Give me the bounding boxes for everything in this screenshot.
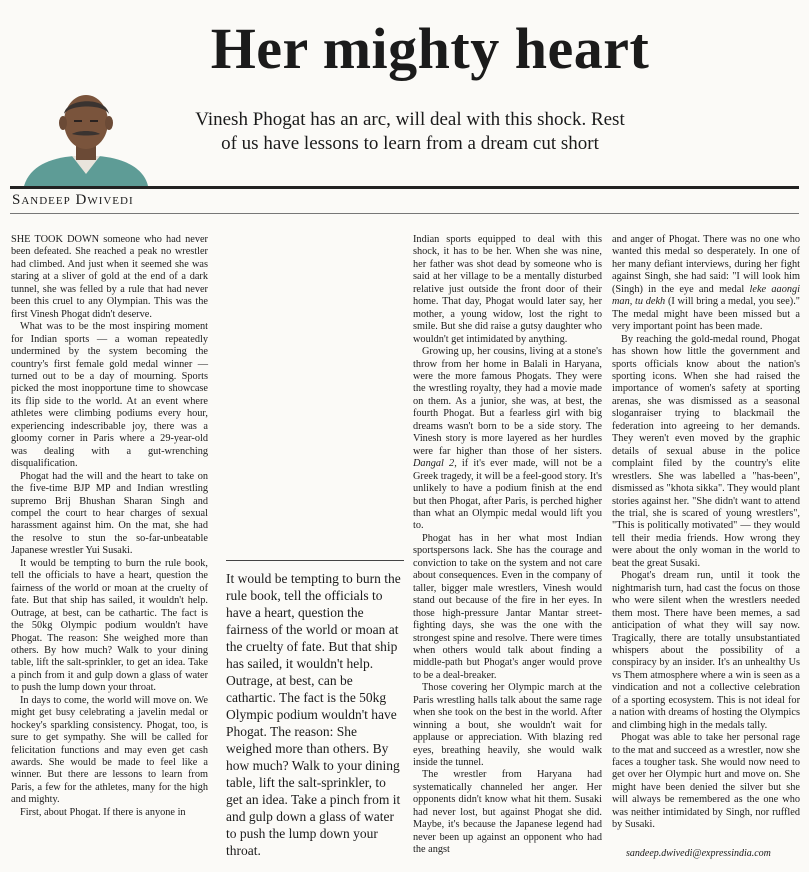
paragraph-text: Growing up, her cousins, living at a stone's throw from her home in Balali in Haryana, were the more famous Phogats. They were the wrestling royalty, they had a movie made on them. As a junior, she was, at best, the fourth Phogat. But a fearless girl with big dreams wasn't born to be a side story. The Vinesh story is more layered as her hurdles were far higher than those of her sisters. (413, 346, 602, 457)
paragraph: Phogat had the will and the heart to take on the five-time BJP MP and Indian wrestling supremo Brij Bhushan Sharan Singh and compel the court to hear charges of sexual harassment against him. On the mat, she had the resolve to stun the so-far-unbeatable Japanese wrestler Yui Susaki. (11, 470, 208, 557)
author-email[interactable]: sandeep.dwivedi@expressindia.com (626, 848, 771, 859)
pull-quote: It would be tempting to burn the rule book, tell the officials to have a heart, question the fairness of the world or moan at the cruelty of fate. But that ship has sailed, it wouldn't help. Outrage, at best, can be cathartic. The fact is the 50kg Olympic podium wouldn't have Phogat. The reason: She weighed more than others. By how much? Walk to your dining table, lift the salt-sprinkler, to get an idea. Take a pinch from it and gulp down a glass of water to push the lump down your throat. (226, 571, 401, 858)
film-title: Dangal 2 (413, 458, 455, 470)
byline: Sandeep Dwivedi (12, 192, 134, 208)
paragraph: The wrestler from Haryana had systematically channeled her anger. Her opponents didn't know what hit them. Susaki had never lost, but against Phogat she did. Maybe, it's because the Japanese legend had never been up against an opponent who had the angst (413, 769, 602, 856)
paragraph-text: , if it's ever made, will not be a Greek tragedy, it will be a feel-good story. It's unlikely to have a podium finish at the end but then Phogat, after Paris, is perched higher than what an Olympic medal would lift you to. (413, 458, 602, 532)
hindi-quote: leke aaongi man, tu dekh (612, 283, 800, 308)
paragraph-text: (I will bring a medal, you see)." The medal might have been missed but a very important point has been made. (612, 296, 801, 333)
paragraph: In days to come, the world will move on. We might get busy celebrating a javelin medal or hockey's sparkling consistency. Phogat, too, is sure to get sympathy. She will be called for felicitation functions and may even get cash awards. She would be made to feel like a winner. But there are lessons to learn from Paris, a few for the athletes, many for the high and mighty. (11, 694, 208, 806)
paragraph: By reaching the gold-medal round, Phogat has shown how little the government and sports officials know about the nation's sporting icons. When she had raised the importance of women's safety at sporting arenas, she was dismissed as a seasonal sloganraiser trying to blackmail the federation into agreeing to her demands. They weren't even moved by the graphic details of sexual abuse in the police complaint filed by the country's elite wrestlers. She was labelled a "has-been", dismissed as "khota sikka". They would plant stories against her. "She didn't want to attend the trial, she is scared of young wrestlers", "This is politically motivated" — they would tell their media friends. How wrong they were about the only woman in the world to beat the great Susaki. (612, 333, 800, 569)
paragraph: Phogat has in her what most Indian sportspersons lack. She has the courage and conviction to take on the system and not care about consequences. Even in the company of taller, bigger male wrestlers, Vinesh would stand out because of the fire in her eyes. In those high-pressure Jantar Mantar street-fighting days, she was the one with the strongest spine and resolve. There were times when others would talk about finding a middle-path but Phogat's anger would prove to be a deal-breaker. (413, 532, 602, 681)
column-2 (413, 234, 602, 857)
paragraph-text: and anger of Phogat. There was no one who wanted this medal so desperately. In one of her many defiant interviews, during her fight against Singh, she had said: "I will look him (Singh) in the eye and medal (612, 234, 800, 295)
subheadline: Vinesh Phogat has an arc, will deal with this shock. Rest of us have lessons to learn from a dream cut short (195, 109, 625, 154)
pull-quote-rule (226, 560, 404, 561)
paragraph: Phogat was able to take her personal rage to the mat and succeed as a wrestler, now she faces a tougher task. She would now need to get over her Olympic hurt and move on. She might have been denied the silver but she will always be remembered as the one who was neither intimidated by Singh, nor ruffled by Susaki. (612, 732, 800, 831)
paragraph (11, 234, 208, 321)
paragraph: Those covering her Olympic march at the Paris wrestling halls talk about the same rage when she took on the best in the world. After winning a bout, she wouldn't wait for applause or appreciation. With blazing red eyes, breathing heavily, she would walk inside the tunnel. (413, 682, 602, 769)
paragraph: It would be tempting to burn the rule book, tell the officials to have a heart, question the fairness of the world or moan at the cruelty of fate. But that ship has sailed, it wouldn't help. Outrage, at best, can be cathartic. The fact is the 50kg Olympic podium wouldn't have Phogat. The reason: She weighed more than others. By how much? Walk to your dining table, lift the salt-sprinkler, to get an idea. Take a pinch from it and gulp down a glass of water to push the lump down your throat. (11, 557, 208, 694)
paragraph: Indian sports equipped to deal with this shock, it has to be her. When she was nine, her father was shot dead by someone who is said at her village to be a mentally disturbed relative just outside the front door of their home. That day, Phogat would later say, her mother, a young widow, lost the right to smile. But she did raise a gutsy daughter who wouldn't get intimidated by anything. (413, 234, 602, 345)
lead-in: SHE TOOK DOWN (11, 234, 100, 245)
paragraph (413, 346, 602, 533)
column-1 (11, 234, 208, 819)
paragraph: First, about Phogat. If there is anyone in (20, 806, 186, 818)
paragraph-text: someone who had never been defeated. She reached a peak no wrestler had climbed. And just when it seemed she was staring at a sliver of gold at the end of a dark tunnel, she was felled by a rule that had never been this cruel to any Olympian. This was the first Vinesh Phogat didn't deserve. (11, 234, 208, 320)
headline: Her mighty heart (210, 16, 650, 81)
byline-bottom-rule (10, 213, 799, 214)
byline-top-rule (10, 186, 799, 189)
paragraph: What was to be the most inspiring moment for Indian sports — a woman repeatedly undermined by the system becoming the country's first female gold medal winner — turned out to be a day of mourning. Sports picked the most inopportune time to showcase its flip side to the world. At an event where athletes were climbing podiums every hour, experiencing indescribable joy, there was a gloomy corner in Paris where a 29-year-old was dealing with a gut-wrenching disqualification. (11, 321, 208, 470)
author-portrait-image (14, 90, 154, 186)
paragraph: Phogat's dream run, until it took the nightmarish turn, had cast the focus on those who were silent when the wrestlers needed them most. There have been memes, a sad anticipation of what they will say now. Tragically, there are totally unsubstantiated whispers about the possibility of a conspiracy by an insider. It's an unhealthy Us vs Them atmosphere where a win is seen as a vindication and not a collective celebration of a sporting ecosystem. This is not ideal for a nation with dreams of hosting the Olympics and climbing high in the medals tally. (612, 570, 800, 731)
author-photo (14, 90, 154, 186)
column-3 (612, 234, 800, 832)
paragraph (612, 234, 800, 334)
